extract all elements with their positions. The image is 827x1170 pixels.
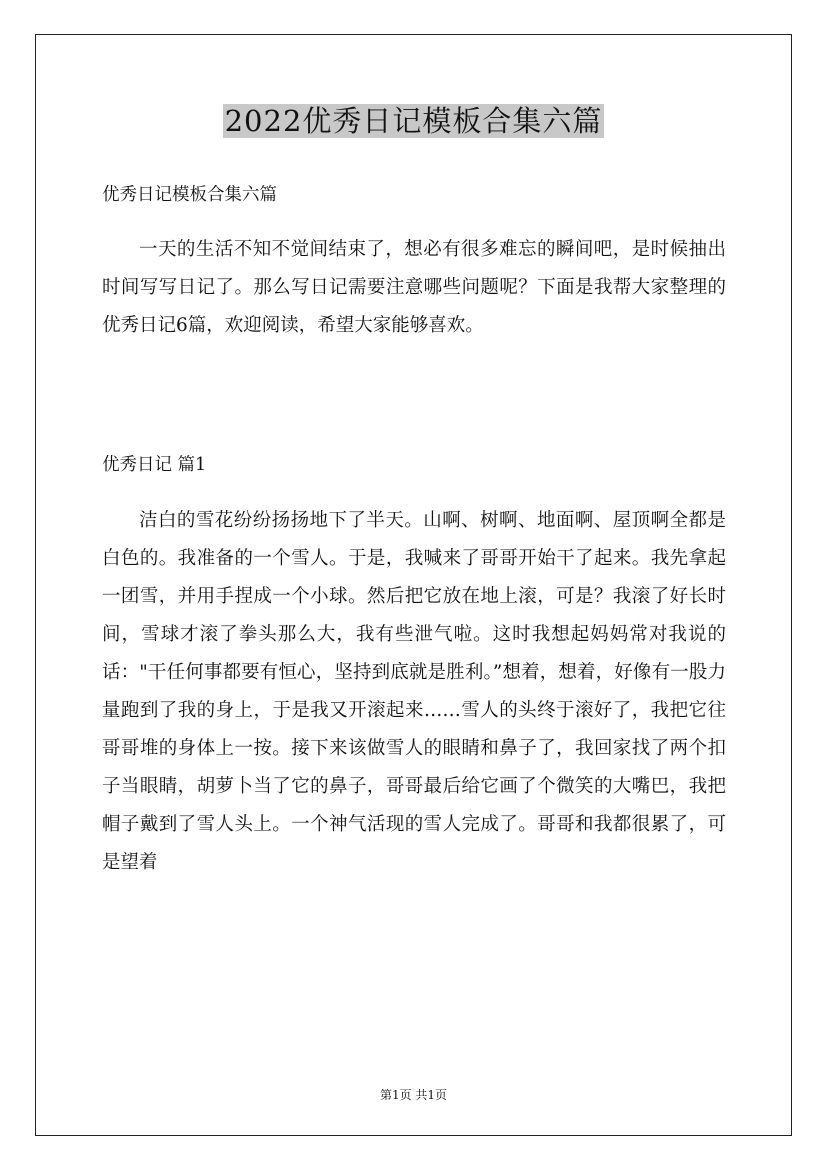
- page-footer: 第1页 共1页: [379, 1088, 448, 1102]
- document-title: [0, 100, 827, 142]
- intro-paragraph: 一天的生活不知不觉间结束了，想必有很多难忘的瞬间吧，是时候抽出时间写写日记了。那么写日记需要注意哪些问题呢？下面是我帮大家整理的优秀日记6篇，欢迎阅读，希望大家能够喜欢。: [102, 239, 726, 336]
- title-text: 2022优秀日记模板合集六篇: [224, 104, 603, 138]
- section-paragraph: 洁白的雪花纷纷扬扬地下了半天。山啊、树啊、地面啊、屋顶啊全都是白色的。我准备的一个雪人。于是，我喊来了哥哥开始干了起来。我先拿起一团雪，并用手捏成一个小球。然后把它放在地上滚，可是？我滚了好长时间，雪球才滚了拳头那么大，我有些泄气啦。这时我想起妈妈常对我说的话："干任何事都要有恒心，坚持到底就是胜利。”想着，想着，好像有一股力量跑到了我的身上，于是我又开滚起来……雪人的头终于滚好了，我把它往哥哥堆的身体上一按。接下来该做雪人的眼睛和鼻子了，我回家找了两个扣子当眼睛，胡萝卜当了它的鼻子，哥哥最后给它画了个微笑的大嘴巴，我把帽子戴到了雪人头上。一个神气活现的雪人完成了。哥哥和我都很累了，可是望着: [102, 510, 726, 873]
- section-heading: 优秀日记 篇1: [102, 455, 207, 475]
- document-subtitle: 优秀日记模板合集六篇: [102, 185, 277, 205]
